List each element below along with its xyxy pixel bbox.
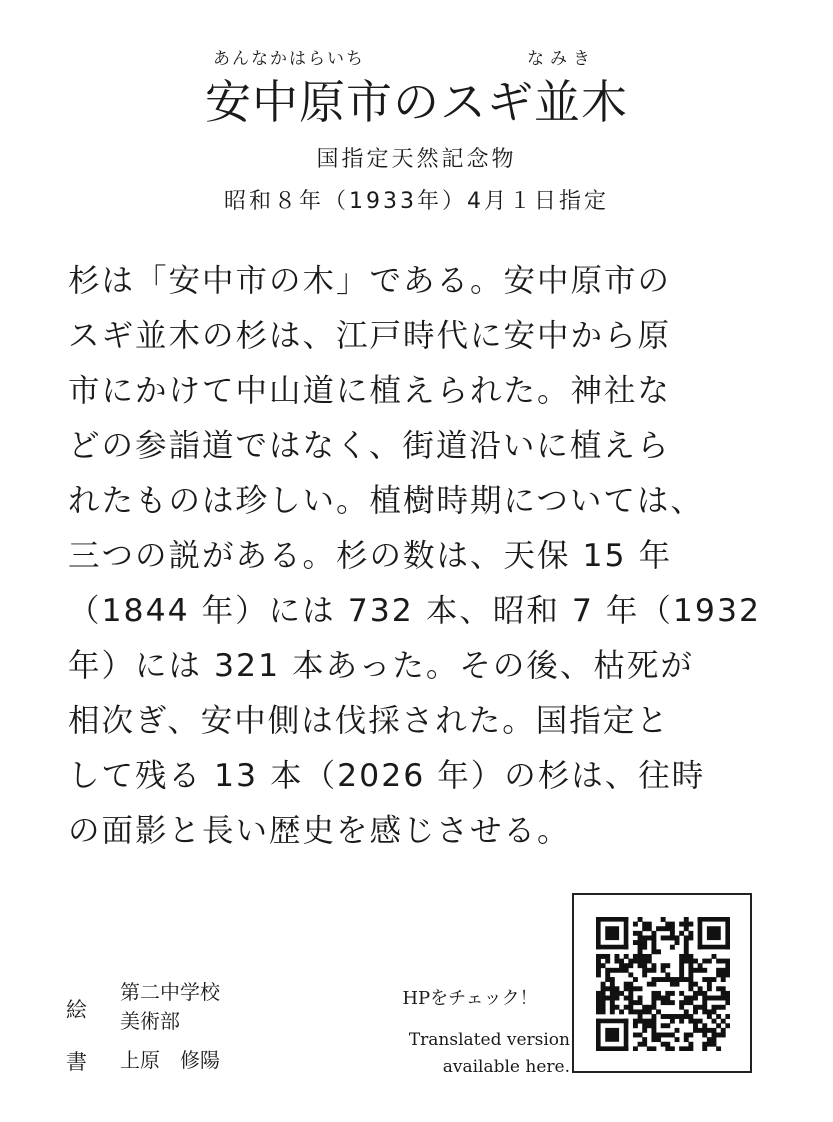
writing-label: 書 (66, 1050, 87, 1074)
body-line: 相次ぎ、安中側は伐採された。国指定と (68, 703, 670, 739)
body-line: 杉は「安中市の木」である。安中原市の (68, 263, 672, 299)
writing-artist: 上原 修陽 (120, 1048, 220, 1072)
body-line: 三つの説がある。杉の数は、天保 15 年 (68, 538, 673, 574)
designation-label: 国指定天然記念物 (316, 147, 517, 172)
writing-credit (66, 1046, 220, 1076)
painting-artist-line: 第二中学校 (120, 980, 220, 1004)
painting-artist-line: 美術部 (120, 1009, 180, 1033)
body-line: どの参詣道ではなく、街道沿いに植えら (68, 428, 671, 464)
body-line: スギ並木の杉は、江戸時代に安中から原 (68, 318, 672, 354)
description-text (68, 254, 768, 859)
credits (66, 978, 220, 1076)
qr-code-icon[interactable] (596, 917, 730, 1051)
body-line: 市にかけて中山道に植えられた。神社な (68, 373, 672, 409)
body-line: して残る 13 本（2026 年）の杉は、往時 (68, 758, 706, 794)
translated-line: available here. (442, 1057, 570, 1077)
body-line: 年）には 321 本あった。その後、枯死が (68, 648, 694, 684)
qr-code-frame[interactable] (572, 893, 752, 1073)
body-line: れたものは珍しい。植樹時期については、 (68, 483, 704, 519)
homepage-cta: HPをチェック！ (402, 988, 538, 1009)
painting-artist (120, 978, 220, 1036)
body-line: の面影と長い歴史を感じさせる。 (68, 813, 571, 849)
painting-label: 絵 (66, 998, 87, 1022)
title-ruby-annaka-hara: あんなかはらいち (213, 49, 365, 69)
body-line: （1844 年）には 732 本、昭和 7 年（1932 (68, 593, 762, 629)
translated-line: Translated version (408, 1030, 570, 1050)
page-title: 安中原市のスギ並木 (205, 75, 628, 129)
painting-credit (66, 978, 220, 1036)
title-ruby-namiki: なみき (527, 49, 596, 69)
translated-version-note (360, 1027, 570, 1081)
designation-date: 昭和８年（1933年）4月１日指定 (224, 189, 609, 214)
